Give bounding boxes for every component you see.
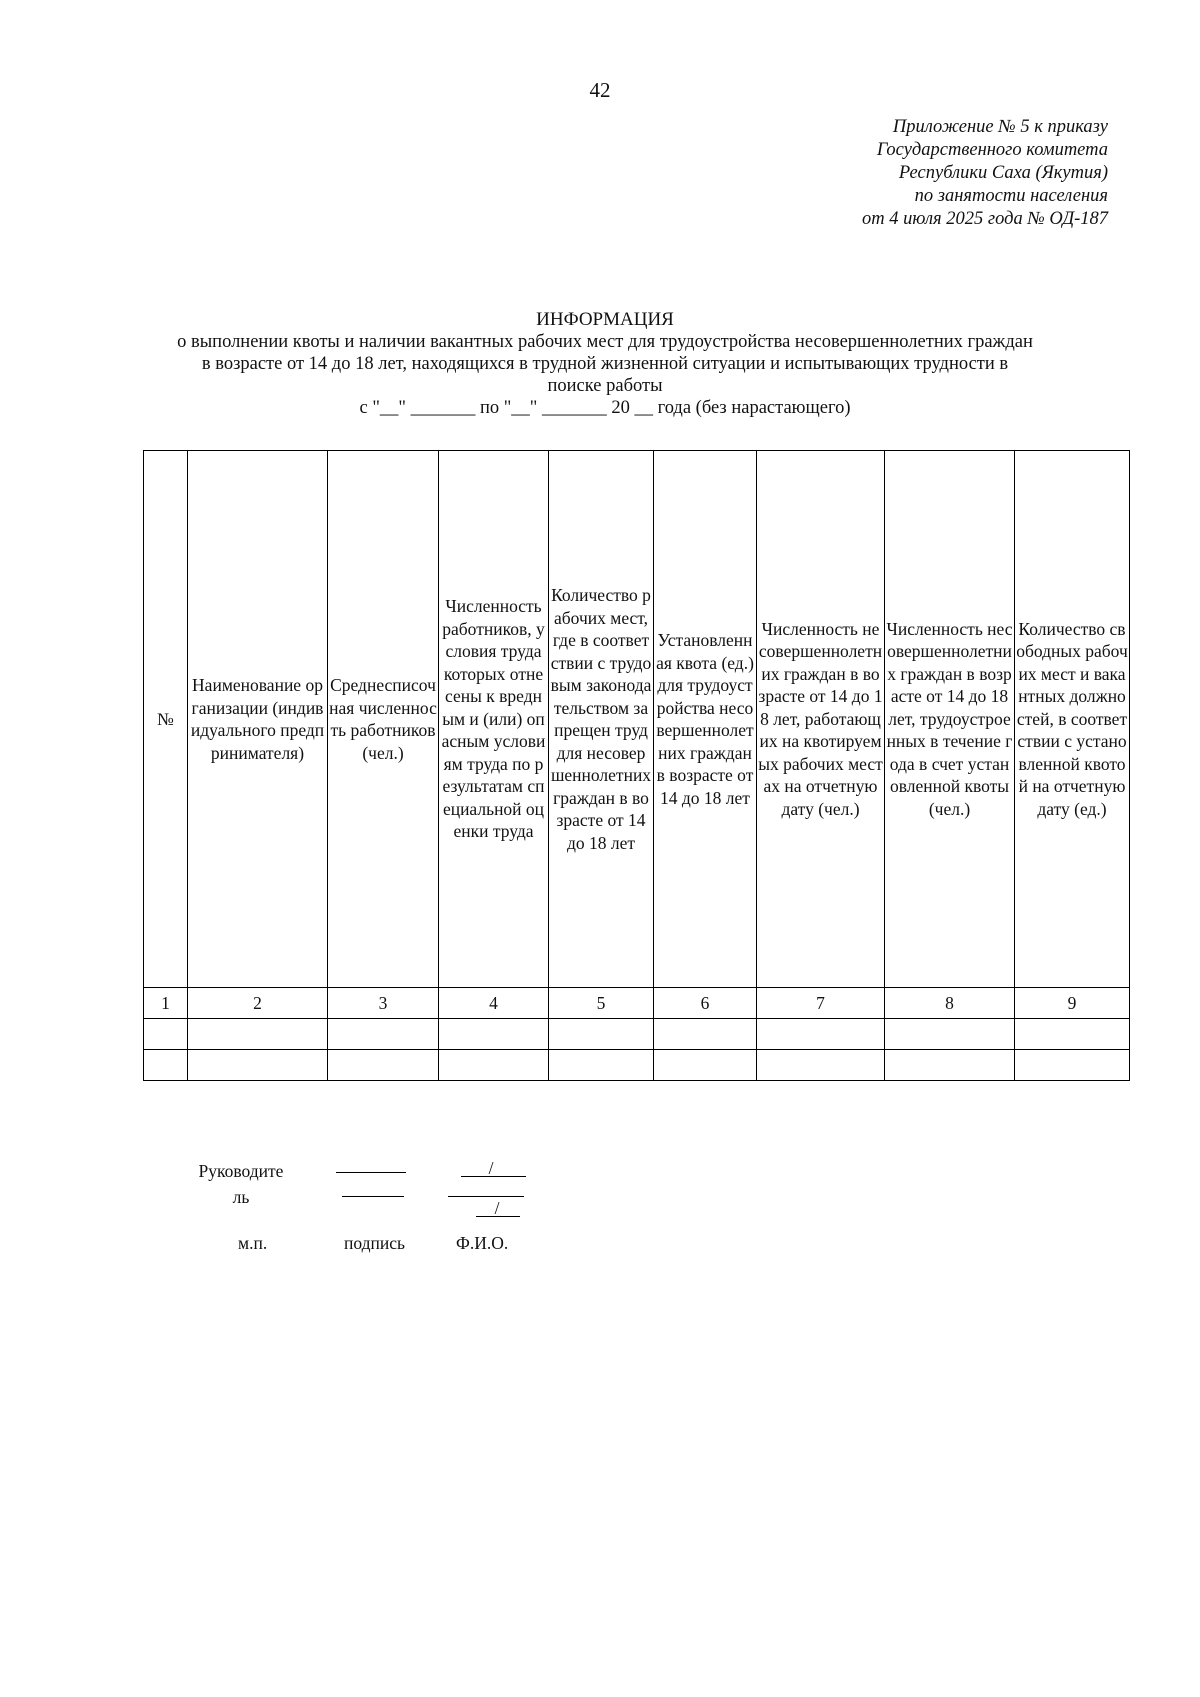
signature-label: подпись [344, 1233, 405, 1253]
document-title [130, 309, 1080, 419]
column-number: 6 [654, 988, 757, 1019]
name-close-slash: / [462, 1198, 532, 1219]
appendix-note [862, 116, 1108, 231]
signature-line [336, 1172, 406, 1173]
table-cell [188, 1019, 328, 1050]
table-row [144, 1050, 1130, 1081]
header-minors-working: Численность несовершеннолетних граждан в возрасте от 14 до 18 лет, работающих на квотируемых рабочих местах на отчетную дату (чел.) [757, 451, 885, 988]
table-cell [328, 1019, 439, 1050]
table-cell [757, 1019, 885, 1050]
signature-line [342, 1196, 404, 1197]
appendix-line: Республики Саха (Якутия) [898, 163, 1108, 183]
table-cell [328, 1050, 439, 1081]
appendix-line: от 4 июля 2025 года № ОД-187 [862, 209, 1108, 229]
signature-block [196, 1158, 556, 1268]
title-line: в возрасте от 14 до 18 лет, находящихся в трудной жизненной ситуации и испытывающих трудности в [201, 354, 1009, 374]
table-cell [1015, 1050, 1130, 1081]
table-cell [654, 1019, 757, 1050]
table-row [144, 1019, 1130, 1050]
column-number: 1 [144, 988, 188, 1019]
name-open-slash: / [451, 1158, 531, 1179]
stamp-label: м.п. [238, 1233, 268, 1253]
table-cell [144, 1050, 188, 1081]
name-label: Ф.И.О. [456, 1233, 509, 1253]
header-hazardous-workers: Численность работников, условия труда которых отнесены к вредным и (или) опасным условиям труда по результатам специальной оценки труда [439, 451, 549, 988]
header-minors-employed: Численность несовершеннолетних граждан в возрасте от 14 до 18 лет, трудоустроенных в течение года в счет установленной квоты (чел.) [885, 451, 1015, 988]
table-cell [757, 1050, 885, 1081]
table-cell [885, 1050, 1015, 1081]
table-cell [439, 1019, 549, 1050]
column-number: 4 [439, 988, 549, 1019]
table-cell [549, 1019, 654, 1050]
appendix-line: по занятости населения [914, 186, 1108, 206]
table-cell [144, 1019, 188, 1050]
column-number-row [144, 988, 1130, 1019]
table-cell [439, 1050, 549, 1081]
appendix-line: Приложение № 5 к приказу [892, 117, 1108, 137]
title-heading: ИНФОРМАЦИЯ [536, 309, 674, 330]
signatory-role: Руководитель [198, 1161, 284, 1207]
column-number: 2 [188, 988, 328, 1019]
header-free-positions: Количество свободных рабочих мест и вакантных должностей, в соответствии с установленной квотой на отчетную дату (ед.) [1015, 451, 1130, 988]
column-number: 5 [549, 988, 654, 1019]
appendix-line: Государственного комитета [876, 140, 1108, 160]
name-line [448, 1196, 524, 1197]
reporting-period: с "__" _______ по "__" _______ 20 __ года (без нарастающего) [359, 398, 851, 418]
column-number: 7 [757, 988, 885, 1019]
column-number: 8 [885, 988, 1015, 1019]
table-cell [654, 1050, 757, 1081]
table-cell [1015, 1019, 1130, 1050]
header-average-headcount: Среднесписочная численность работников (чел.) [328, 451, 439, 988]
title-line: поиске работы [547, 376, 663, 396]
page-number: 42 [589, 78, 611, 102]
title-line: о выполнении квоты и наличии вакантных рабочих мест для трудоустройства несовершеннолетних граждан [177, 332, 1033, 352]
header-established-quota: Установленная квота (ед.) для трудоустройства несовершеннолетних граждан в возрасте от 14 до 18 лет [654, 451, 757, 988]
column-number: 3 [328, 988, 439, 1019]
table-cell [885, 1019, 1015, 1050]
header-prohibited-workplaces: Количество рабочих мест, где в соответствии с трудовым законодательством запрещен труд для несовершеннолетних граждан в возрасте от 14 до 18 лет [549, 451, 654, 988]
table-cell [549, 1050, 654, 1081]
header-organization: Наименование организации (индивидуального предпринимателя) [188, 451, 328, 988]
column-number: 9 [1015, 988, 1130, 1019]
quota-table [143, 450, 1130, 1081]
table-header-row [144, 451, 1130, 988]
table-cell [188, 1050, 328, 1081]
header-number: № [144, 451, 188, 988]
